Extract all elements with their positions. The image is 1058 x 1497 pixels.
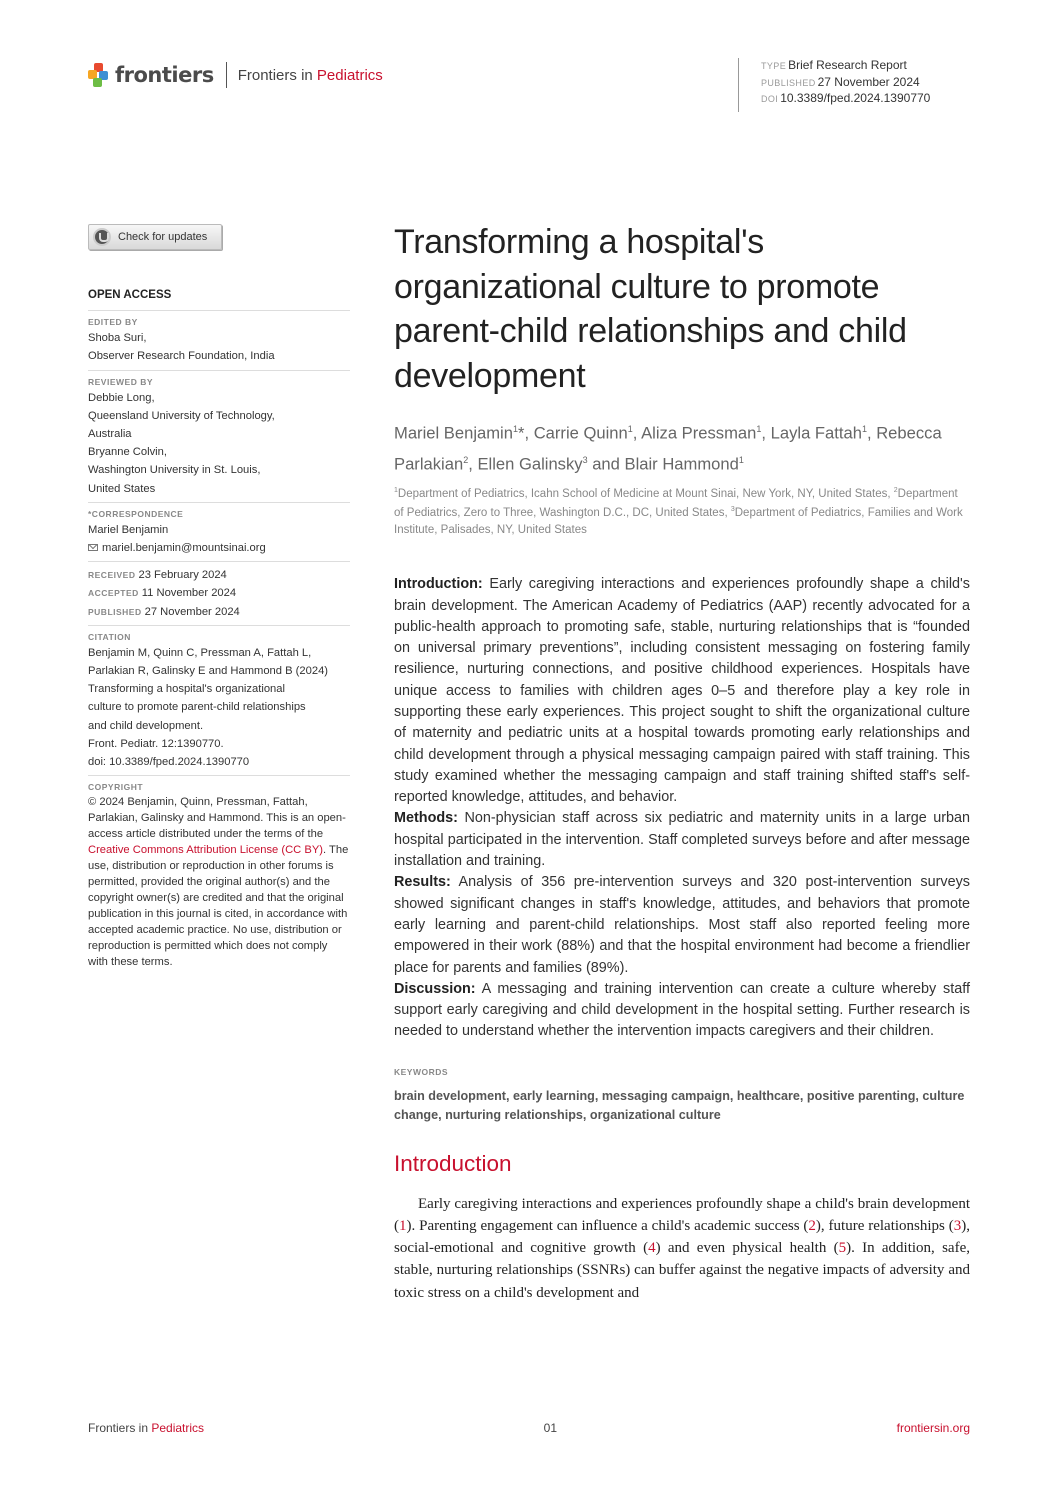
reference-link[interactable]: 5 bbox=[838, 1240, 847, 1257]
abstract-introduction: Introduction: Early caregiving interactions and experiences profoundly shape a child's brain development. The American Academy of Pediatrics (AAP) recently advocated for a public-health approach to promoting safe, stable, nurturing relationships that is “founded on universal primary preventions”, including consistent messaging on fostering family resilience, nurturing connections, and positive childhood experiences. Hospitals have unique access to families with children ages 0–5 and therefore play a key role in supporting these early experiences. This project sought to shift the organizational culture of maternity and pediatric units at a hospital towards promoting early relationships and child development through a physical messaging campaign paired with staff training. This study examined whether the messaging campaign and staff training shifted staff's self-reported knowledge, attitudes, and behavior. bbox=[394, 576, 970, 806]
author-name[interactable]: Rebecca Parlakian bbox=[394, 423, 942, 474]
author-affiliation-mark: 1 bbox=[627, 424, 633, 434]
affiliation-number: 2 bbox=[893, 487, 898, 495]
author-list: Mariel Benjamin$^1$*, Carrie Quinn$^1$, Aliza Pressman$^1$, Layla Fattah$^1$, Rebecca Parlakian$^2$, Ellen Galinsky$^3$ and Blair Hammond$^1$ bbox=[394, 423, 942, 474]
reviewed-by-line: Debbie Long, bbox=[88, 391, 155, 404]
author-name[interactable]: Layla Fattah bbox=[770, 423, 862, 443]
footer-journal: Frontiers in Pediatrics bbox=[88, 1421, 205, 1435]
author-name[interactable]: Aliza Pressman bbox=[641, 423, 757, 443]
author-name[interactable]: Ellen Galinsky bbox=[477, 454, 583, 474]
copyright-text: © 2024 Benjamin, Quinn, Pressman, Fattah, Parlakian, Galinsky and Hammond. This is an open-access article distributed under the terms of the Creative Commons Attribution License (CC BY). The use, distribution or reproduction in other forums is permitted, provided the original author(s) and the copyright owner(s) are credited and that the original publication in this journal is cited, in accordance with accepted academic practice. No use, distribution or reproduction is permitted which does not comply with these terms. bbox=[88, 796, 349, 969]
author-affiliation-mark: 1 bbox=[756, 424, 762, 434]
edited-by-line: Observer Research Foundation, India bbox=[88, 350, 275, 363]
intro-text: ) and even physical health ( bbox=[655, 1240, 839, 1257]
reviewed-by-line: Bryanne Colvin, bbox=[88, 446, 167, 459]
introduction-paragraph bbox=[394, 1193, 970, 1304]
edited-by-section bbox=[88, 310, 350, 365]
reference-link[interactable]: 1 bbox=[399, 1217, 407, 1234]
article-meta bbox=[738, 58, 930, 112]
author-affiliation-mark: 3 bbox=[582, 454, 588, 465]
citation-line: culture to promote parent-child relationships bbox=[88, 701, 306, 714]
affiliation-text: Department of Pediatrics, Zero to Three, Washington D.C., DC, United States, bbox=[394, 487, 958, 520]
check-for-updates-button[interactable] bbox=[88, 224, 222, 250]
article-sidebar bbox=[88, 224, 350, 970]
copyright-label: COPYRIGHT bbox=[88, 782, 144, 793]
author-affiliation-mark: 2 bbox=[463, 454, 469, 465]
citation-section bbox=[88, 625, 350, 771]
author-affiliation-mark: 1 bbox=[738, 454, 744, 465]
affiliations bbox=[394, 483, 970, 538]
intro-text: ), social-emotional and cognitive growth ( bbox=[394, 1217, 970, 1257]
frontiers-logo-icon bbox=[88, 63, 110, 87]
edited-by-label: EDITED BY bbox=[88, 317, 138, 328]
corresponding-author-mark: * bbox=[517, 423, 525, 443]
abstract-discussion: Discussion: A messaging and training intervention can create a culture whereby staff support early caregiving and child development in the hospital setting. Further research is needed to understand whether the intervention impacts caregivers and their children. bbox=[394, 980, 970, 1040]
crossmark-icon bbox=[93, 228, 111, 246]
footer-site-link[interactable]: frontiersin.org bbox=[896, 1421, 970, 1435]
author-name[interactable]: Mariel Benjamin bbox=[394, 423, 513, 443]
intro-text: ). Parenting engagement can influence a child's academic success ( bbox=[406, 1217, 809, 1234]
keywords: brain development, early learning, messaging campaign, healthcare, positive parenting, culture change, nurturing relationships, organizational culture bbox=[394, 1088, 965, 1122]
keywords-label: KEYWORDS bbox=[394, 1066, 449, 1077]
frontiers-logo[interactable] bbox=[88, 62, 383, 88]
page-header bbox=[88, 58, 988, 114]
abstract-methods: Methods: Non-physician staff across six pediatric and maternity units in a large urban hospital participated in the intervention. Staff completed surveys before and after message installation and training. bbox=[394, 810, 970, 870]
article-main bbox=[394, 220, 970, 1304]
reviewed-by-label: REVIEWED BY bbox=[88, 376, 154, 387]
logo-wordmark: frontiers bbox=[115, 63, 214, 87]
citation-line: Parlakian R, Galinsky E and Hammond B (2024) bbox=[88, 665, 329, 678]
open-access-label: OPEN ACCESS bbox=[88, 289, 172, 301]
citation-line: and child development. bbox=[88, 719, 204, 732]
affiliation-text: Department of Pediatrics, Families and Work Institute, Palisades, NY, United States bbox=[394, 507, 963, 536]
author-name[interactable]: Blair Hammond bbox=[624, 454, 739, 474]
correspondence-section bbox=[88, 502, 350, 557]
article-published: PUBLISHED 27 November 2024 bbox=[761, 74, 920, 89]
envelope-icon bbox=[88, 544, 98, 551]
section-heading-introduction: Introduction bbox=[394, 1150, 512, 1176]
reviewed-by-line: United States bbox=[88, 482, 156, 495]
journal-name: Frontiers in Pediatrics bbox=[237, 66, 383, 84]
citation-line: Transforming a hospital's organizational bbox=[88, 683, 285, 696]
correspondence-name: Mariel Benjamin bbox=[88, 523, 169, 536]
cc-by-license-link[interactable]: Creative Commons Attribution License (CC BY) bbox=[88, 844, 324, 857]
reviewed-by-section bbox=[88, 370, 350, 498]
affiliation-number: 3 bbox=[730, 506, 735, 514]
check-for-updates-label: Check for updates bbox=[118, 230, 208, 243]
published-date: PUBLISHED 27 November 2024 bbox=[88, 605, 240, 618]
dates-section bbox=[88, 561, 350, 621]
correspondence-email[interactable]: mariel.benjamin@mountsinai.org bbox=[102, 542, 266, 555]
reference-link[interactable]: 3 bbox=[953, 1217, 962, 1234]
article-doi[interactable]: DOI 10.3389/fped.2024.1390770 bbox=[761, 91, 931, 105]
article-type: TYPE Brief Research Report bbox=[761, 58, 907, 72]
citation-doi[interactable]: doi: 10.3389/fped.2024.1390770 bbox=[88, 756, 250, 769]
reference-link[interactable]: 4 bbox=[648, 1240, 656, 1257]
author-name[interactable]: Carrie Quinn bbox=[533, 423, 628, 443]
reviewed-by-line: Australia bbox=[88, 428, 132, 441]
reference-link[interactable]: 2 bbox=[808, 1217, 816, 1234]
affiliation-text: Department of Pediatrics, Icahn School of Medicine at Mount Sinai, New York, NY, United States, bbox=[397, 487, 891, 500]
logo-divider bbox=[226, 62, 227, 88]
received-date: RECEIVED 23 February 2024 bbox=[88, 569, 227, 582]
intro-text: ). In addition, safe, stable, nurturing relationships (SSNRs) can buffer against the negative impacts of adversity and toxic stress on a child's development and bbox=[394, 1240, 970, 1301]
accepted-date: ACCEPTED 11 November 2024 bbox=[88, 587, 237, 600]
edited-by-line: Shoba Suri, bbox=[88, 332, 147, 345]
intro-text: Early caregiving interactions and experiences profoundly shape a child's brain development ( bbox=[394, 1195, 970, 1234]
abstract-results: Results: Analysis of 356 pre-intervention surveys and 320 post-intervention surveys showed significant changes in staff's knowledge, attitudes, and behaviors that promote early learning and parent-child relationships. Most staff also reported feeling more empowered in their work (88%) and that the hospital environment had become a friendlier place for parents and families (89%). bbox=[394, 874, 970, 976]
article-title: Transforming a hospital's organizational culture to promote parent-child relationships and child development bbox=[394, 223, 907, 395]
intro-text: ), future relationships ( bbox=[815, 1217, 954, 1234]
affiliation-number: 1 bbox=[394, 487, 398, 495]
author-affiliation-mark: 1 bbox=[861, 424, 867, 434]
author-affiliation-mark: 1 bbox=[512, 424, 518, 434]
citation-line: Front. Pediatr. 12:1390770. bbox=[88, 737, 224, 750]
abstract bbox=[394, 574, 970, 1043]
citation-label: CITATION bbox=[88, 631, 131, 642]
page-number: 01 bbox=[543, 1421, 558, 1435]
citation-line: Benjamin M, Quinn C, Pressman A, Fattah L, bbox=[88, 646, 312, 659]
reviewed-by-line: Queensland University of Technology, bbox=[88, 409, 275, 422]
reviewed-by-line: Washington University in St. Louis, bbox=[88, 464, 261, 477]
correspondence-label: *CORRESPONDENCE bbox=[88, 508, 184, 519]
copyright-section bbox=[88, 775, 350, 970]
correspondence-email-row[interactable] bbox=[88, 539, 350, 557]
page-footer bbox=[88, 1421, 970, 1435]
